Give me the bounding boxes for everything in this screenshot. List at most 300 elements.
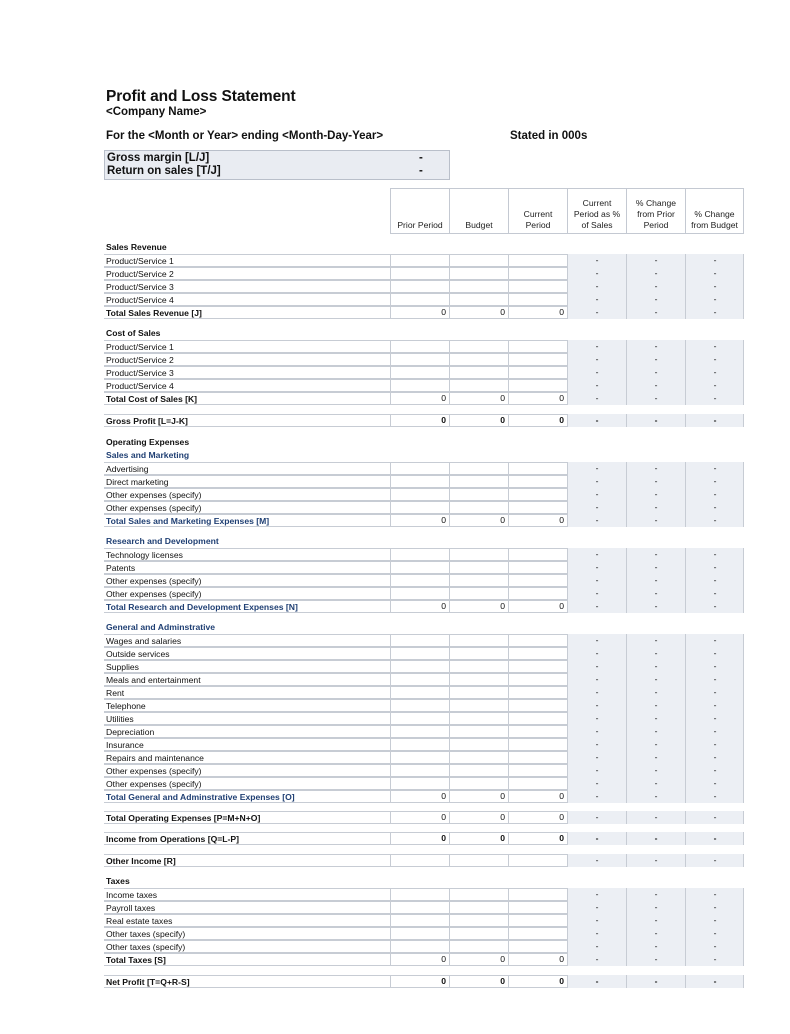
percent-cell (567, 488, 626, 501)
value-cell[interactable] (508, 353, 567, 366)
value-cell[interactable] (390, 953, 449, 966)
percent-cell (626, 940, 685, 953)
value-cell[interactable] (449, 927, 508, 940)
value-cell[interactable] (508, 751, 567, 764)
percent-cell (626, 306, 685, 319)
company-name: <Company Name> (106, 106, 207, 118)
cell-dash: - (654, 713, 658, 723)
value-cell[interactable] (390, 254, 449, 267)
value-cell[interactable] (449, 475, 508, 488)
row-label: Total Taxes [S] (106, 955, 166, 965)
percent-cell (685, 699, 744, 712)
cell-dash: - (654, 778, 658, 788)
value-cell[interactable] (508, 660, 567, 673)
percent-cell (685, 686, 744, 699)
cell-value: 0 (559, 307, 564, 317)
cell-dash: - (713, 765, 717, 775)
return-on-sales-row (107, 165, 447, 178)
value-cell[interactable] (449, 340, 508, 353)
value-cell[interactable] (449, 293, 508, 306)
table-row (104, 436, 744, 449)
value-cell[interactable] (449, 832, 508, 845)
row-label: Other expenses (specify) (106, 576, 202, 586)
percent-cell (685, 764, 744, 777)
value-cell[interactable] (508, 293, 567, 306)
percent-cell (567, 340, 626, 353)
cell-dash: - (713, 855, 717, 865)
value-cell[interactable] (449, 811, 508, 824)
row-label: Other expenses (specify) (106, 503, 202, 513)
row-label: Other taxes (specify) (106, 929, 186, 939)
cell-value: 0 (441, 791, 446, 801)
percent-cell (685, 379, 744, 392)
value-cell[interactable] (390, 738, 449, 751)
value-cell[interactable] (449, 854, 508, 867)
value-cell[interactable] (390, 634, 449, 647)
cell-value: 0 (441, 393, 446, 403)
value-cell[interactable] (390, 699, 449, 712)
table-row (104, 927, 744, 940)
row-label: Operating Expenses (106, 437, 190, 447)
table-row (104, 738, 744, 751)
value-cell[interactable] (449, 686, 508, 699)
percent-cell (567, 587, 626, 600)
cell-dash: - (595, 752, 599, 762)
cell-dash: - (654, 765, 658, 775)
value-cell[interactable] (508, 561, 567, 574)
value-cell[interactable] (449, 975, 508, 988)
percent-cell (685, 914, 744, 927)
cell-dash: - (713, 713, 717, 723)
column-header-6: % Change from Budget (685, 188, 744, 234)
cell-value: 0 (500, 833, 505, 843)
value-cell[interactable] (508, 514, 567, 527)
percent-cell (685, 712, 744, 725)
table-row (104, 751, 744, 764)
percent-cell (626, 548, 685, 561)
cell-dash: - (595, 713, 599, 723)
cell-value: 0 (441, 976, 446, 986)
percent-cell (626, 927, 685, 940)
percent-cell (626, 764, 685, 777)
percent-cell (626, 854, 685, 867)
row-label: Gross Profit [L=J-K] (106, 416, 188, 426)
value-cell[interactable] (390, 751, 449, 764)
value-cell[interactable] (390, 888, 449, 901)
value-cell[interactable] (508, 673, 567, 686)
value-cell[interactable] (449, 414, 508, 427)
value-cell[interactable] (390, 392, 449, 405)
value-cell[interactable] (390, 660, 449, 673)
percent-cell (685, 953, 744, 966)
value-cell[interactable] (449, 548, 508, 561)
cell-dash: - (654, 752, 658, 762)
value-cell[interactable] (449, 777, 508, 790)
percent-cell (685, 738, 744, 751)
value-cell[interactable] (508, 488, 567, 501)
value-cell[interactable] (390, 901, 449, 914)
value-cell[interactable] (508, 777, 567, 790)
value-cell[interactable] (449, 267, 508, 280)
row-label: Direct marketing (106, 477, 169, 487)
value-cell[interactable] (508, 340, 567, 353)
value-cell[interactable] (508, 832, 567, 845)
value-cell[interactable] (508, 600, 567, 613)
row-label: Other expenses (specify) (106, 779, 202, 789)
value-cell[interactable] (390, 673, 449, 686)
value-cell[interactable] (508, 587, 567, 600)
period-line: For the <Month or Year> ending <Month-Day-Year> (106, 130, 384, 142)
percent-cell (626, 673, 685, 686)
value-cell[interactable] (449, 940, 508, 953)
value-cell[interactable] (508, 953, 567, 966)
cell-dash: - (595, 941, 599, 951)
value-cell[interactable] (508, 366, 567, 379)
percent-cell (567, 514, 626, 527)
cell-dash: - (595, 294, 599, 304)
cell-dash: - (654, 281, 658, 291)
percent-cell (567, 254, 626, 267)
value-cell[interactable] (390, 725, 449, 738)
percent-cell (626, 561, 685, 574)
value-cell[interactable] (449, 254, 508, 267)
table-row (104, 501, 744, 514)
percent-cell (567, 927, 626, 940)
value-cell[interactable] (449, 914, 508, 927)
cell-dash: - (595, 588, 599, 598)
value-cell[interactable] (508, 811, 567, 824)
value-cell[interactable] (390, 712, 449, 725)
cell-value: 0 (559, 791, 564, 801)
value-cell[interactable] (390, 293, 449, 306)
stated-in: Stated in 000s (510, 130, 588, 142)
value-cell[interactable] (390, 927, 449, 940)
value-cell[interactable] (390, 914, 449, 927)
value-cell[interactable] (390, 306, 449, 319)
table-row (104, 901, 744, 914)
percent-cell (567, 501, 626, 514)
cell-dash: - (654, 976, 658, 986)
cell-dash: - (713, 661, 717, 671)
cell-dash: - (713, 889, 717, 899)
value-cell[interactable] (390, 353, 449, 366)
percent-cell (685, 940, 744, 953)
value-cell[interactable] (508, 927, 567, 940)
cell-value: 0 (500, 812, 505, 822)
cell-dash: - (713, 687, 717, 697)
percent-cell (567, 738, 626, 751)
table-row (104, 673, 744, 686)
value-cell[interactable] (508, 634, 567, 647)
percent-cell (567, 293, 626, 306)
value-cell[interactable] (390, 488, 449, 501)
value-cell[interactable] (390, 854, 449, 867)
value-cell[interactable] (390, 462, 449, 475)
cell-dash: - (595, 661, 599, 671)
percent-cell (567, 790, 626, 803)
table-row (104, 306, 744, 319)
percent-cell (567, 940, 626, 953)
value-cell[interactable] (508, 725, 567, 738)
value-cell[interactable] (508, 790, 567, 803)
value-cell[interactable] (508, 699, 567, 712)
cell-dash: - (654, 549, 658, 559)
cell-dash: - (595, 889, 599, 899)
percent-cell (626, 660, 685, 673)
value-cell[interactable] (390, 832, 449, 845)
value-cell[interactable] (449, 600, 508, 613)
percent-cell (626, 514, 685, 527)
percent-cell (685, 306, 744, 319)
value-cell[interactable] (449, 462, 508, 475)
value-cell[interactable] (449, 501, 508, 514)
row-label: Advertising (106, 464, 149, 474)
value-cell[interactable] (449, 306, 508, 319)
row-label: Insurance (106, 740, 144, 750)
cell-value: 0 (441, 833, 446, 843)
value-cell[interactable] (390, 379, 449, 392)
value-cell[interactable] (390, 574, 449, 587)
value-cell[interactable] (390, 414, 449, 427)
percent-cell (626, 888, 685, 901)
row-label: Other expenses (specify) (106, 589, 202, 599)
percent-cell (685, 475, 744, 488)
value-cell[interactable] (390, 790, 449, 803)
cell-dash: - (595, 915, 599, 925)
table-row (104, 267, 744, 280)
cell-dash: - (713, 549, 717, 559)
gross-margin-label: Gross margin [L/J] (107, 152, 210, 164)
cell-dash: - (654, 489, 658, 499)
value-cell[interactable] (390, 587, 449, 600)
value-cell[interactable] (508, 306, 567, 319)
value-cell[interactable] (508, 392, 567, 405)
cell-dash: - (654, 635, 658, 645)
percent-cell (626, 340, 685, 353)
value-cell[interactable] (390, 686, 449, 699)
cell-dash: - (713, 562, 717, 572)
value-cell[interactable] (390, 366, 449, 379)
percent-cell (567, 712, 626, 725)
value-cell[interactable] (390, 548, 449, 561)
row-label: Taxes (106, 876, 130, 886)
cell-dash: - (713, 954, 717, 964)
value-cell[interactable] (508, 267, 567, 280)
percent-cell (626, 600, 685, 613)
cell-dash: - (595, 902, 599, 912)
value-cell[interactable] (390, 475, 449, 488)
percent-cell (685, 392, 744, 405)
percent-cell (567, 414, 626, 427)
value-cell[interactable] (449, 790, 508, 803)
value-cell[interactable] (390, 340, 449, 353)
table-row (104, 293, 744, 306)
value-cell[interactable] (508, 901, 567, 914)
percent-cell (626, 914, 685, 927)
value-cell[interactable] (449, 738, 508, 751)
cell-dash: - (595, 791, 599, 801)
percent-cell (567, 764, 626, 777)
percent-cell (685, 975, 744, 988)
percent-cell (626, 738, 685, 751)
value-cell[interactable] (508, 501, 567, 514)
cell-dash: - (713, 700, 717, 710)
cell-dash: - (713, 915, 717, 925)
cell-dash: - (713, 928, 717, 938)
cell-dash: - (595, 739, 599, 749)
value-cell[interactable] (449, 392, 508, 405)
value-cell[interactable] (449, 514, 508, 527)
value-cell[interactable] (390, 940, 449, 953)
table-row (104, 475, 744, 488)
value-cell[interactable] (508, 379, 567, 392)
row-label: Depreciation (106, 727, 155, 737)
percent-cell (567, 462, 626, 475)
value-cell[interactable] (449, 660, 508, 673)
value-cell[interactable] (508, 254, 567, 267)
value-cell[interactable] (508, 914, 567, 927)
value-cell[interactable] (390, 600, 449, 613)
row-label: Total Operating Expenses [P=M+N+O] (106, 813, 261, 823)
cell-dash: - (713, 635, 717, 645)
cell-value: 0 (559, 415, 564, 425)
table-row (104, 241, 744, 254)
value-cell[interactable] (449, 634, 508, 647)
row-label: Total Cost of Sales [K] (106, 394, 198, 404)
value-cell[interactable] (390, 514, 449, 527)
value-cell[interactable] (508, 686, 567, 699)
percent-cell (685, 293, 744, 306)
value-cell[interactable] (508, 888, 567, 901)
table-row (104, 875, 744, 888)
value-cell[interactable] (449, 353, 508, 366)
table-row (104, 975, 744, 988)
cell-value: 0 (441, 954, 446, 964)
value-cell[interactable] (449, 764, 508, 777)
row-label: Patents (106, 563, 136, 573)
value-cell[interactable] (508, 280, 567, 293)
value-cell[interactable] (390, 647, 449, 660)
cell-dash: - (654, 915, 658, 925)
cell-dash: - (713, 255, 717, 265)
value-cell[interactable] (449, 647, 508, 660)
percent-cell (685, 366, 744, 379)
cell-dash: - (654, 889, 658, 899)
table-row (104, 574, 744, 587)
value-cell[interactable] (508, 712, 567, 725)
value-cell[interactable] (390, 975, 449, 988)
value-cell[interactable] (449, 366, 508, 379)
value-cell[interactable] (449, 561, 508, 574)
cell-dash: - (654, 726, 658, 736)
percent-cell (567, 379, 626, 392)
table-row (104, 327, 744, 340)
value-cell[interactable] (449, 888, 508, 901)
value-cell[interactable] (449, 901, 508, 914)
value-cell[interactable] (508, 764, 567, 777)
value-cell[interactable] (508, 854, 567, 867)
cell-value: 0 (500, 791, 505, 801)
value-cell[interactable] (508, 975, 567, 988)
value-cell[interactable] (508, 574, 567, 587)
cell-dash: - (713, 268, 717, 278)
value-cell[interactable] (449, 280, 508, 293)
cell-dash: - (595, 954, 599, 964)
value-cell[interactable] (390, 777, 449, 790)
cell-dash: - (713, 415, 717, 425)
value-cell[interactable] (508, 414, 567, 427)
cell-dash: - (654, 341, 658, 351)
percent-cell (567, 660, 626, 673)
percent-cell (567, 975, 626, 988)
value-cell[interactable] (508, 738, 567, 751)
value-cell[interactable] (449, 379, 508, 392)
gross-margin-value: - (419, 152, 423, 164)
value-cell[interactable] (449, 712, 508, 725)
percent-cell (567, 574, 626, 587)
value-cell[interactable] (508, 940, 567, 953)
value-cell[interactable] (390, 267, 449, 280)
row-label: Total Sales Revenue [J] (106, 308, 202, 318)
value-cell[interactable] (508, 647, 567, 660)
value-cell[interactable] (449, 725, 508, 738)
value-cell[interactable] (449, 587, 508, 600)
percent-cell (685, 254, 744, 267)
table-row (104, 712, 744, 725)
cell-dash: - (654, 601, 658, 611)
cell-dash: - (713, 380, 717, 390)
value-cell[interactable] (449, 953, 508, 966)
row-label: Utilities (106, 714, 134, 724)
row-label: Product/Service 3 (106, 282, 174, 292)
value-cell[interactable] (508, 475, 567, 488)
cell-dash: - (654, 902, 658, 912)
gross-margin-row (107, 152, 447, 165)
value-cell[interactable] (390, 561, 449, 574)
table-row (104, 953, 744, 966)
percent-cell (567, 600, 626, 613)
percent-cell (626, 414, 685, 427)
value-cell[interactable] (508, 462, 567, 475)
value-cell[interactable] (390, 501, 449, 514)
value-cell[interactable] (449, 699, 508, 712)
cell-dash: - (713, 976, 717, 986)
value-cell[interactable] (390, 811, 449, 824)
value-cell[interactable] (508, 548, 567, 561)
value-cell[interactable] (390, 764, 449, 777)
value-cell[interactable] (390, 280, 449, 293)
percent-cell (685, 574, 744, 587)
percent-cell (685, 647, 744, 660)
cell-dash: - (595, 415, 599, 425)
percent-cell (567, 751, 626, 764)
percent-cell (685, 514, 744, 527)
table-row (104, 699, 744, 712)
percent-cell (567, 854, 626, 867)
value-cell[interactable] (449, 751, 508, 764)
value-cell[interactable] (449, 488, 508, 501)
cell-dash: - (595, 765, 599, 775)
column-header-4: Current Period as % of Sales (567, 188, 626, 234)
percent-cell (685, 751, 744, 764)
cell-dash: - (713, 601, 717, 611)
percent-cell (567, 673, 626, 686)
value-cell[interactable] (449, 574, 508, 587)
value-cell[interactable] (449, 673, 508, 686)
percent-cell (567, 353, 626, 366)
cell-dash: - (595, 268, 599, 278)
cell-value: 0 (559, 976, 564, 986)
